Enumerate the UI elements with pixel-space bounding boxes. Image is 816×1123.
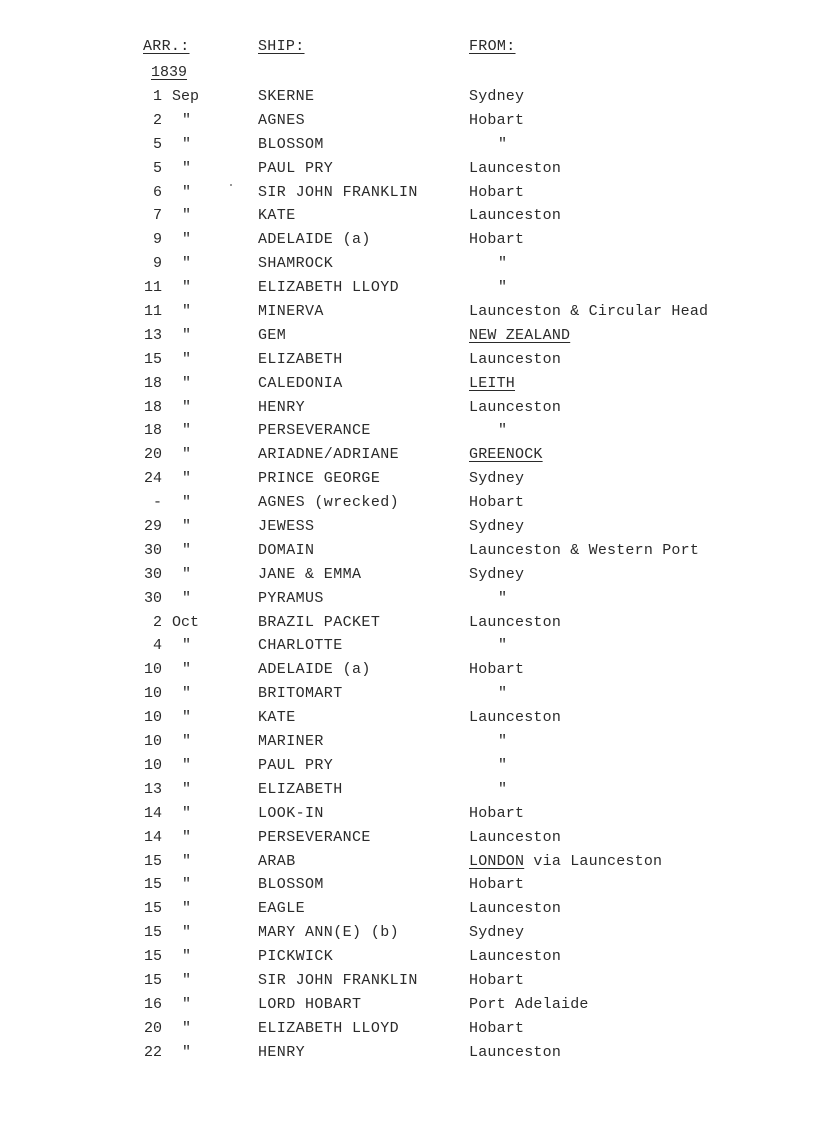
departure-port <box>469 922 524 944</box>
arrival-month: " <box>182 828 192 846</box>
ship-name: LORD HOBART <box>258 995 362 1013</box>
arrival-month: " <box>182 661 192 679</box>
arrival-month: " <box>182 279 192 297</box>
departure-port <box>469 325 570 347</box>
departure-port <box>498 779 507 801</box>
header-ship: SHIP: <box>258 38 305 55</box>
arrival-row <box>0 851 816 875</box>
arrival-row <box>0 874 816 898</box>
arrival-row <box>0 420 816 444</box>
arrival-day: 1 <box>152 88 162 105</box>
departure-port-name: Hobart <box>469 804 525 822</box>
arrival-month: " <box>182 231 192 249</box>
ship-name: ADELAIDE (a) <box>258 231 371 249</box>
arrival-day: 10 <box>143 685 162 703</box>
arrival-month: " <box>182 852 192 870</box>
departure-port <box>469 205 561 227</box>
arrival-day: 6 <box>152 183 162 201</box>
year-heading: 1839 <box>151 64 188 81</box>
arrival-month: " <box>182 326 192 344</box>
arrival-month: " <box>182 876 192 894</box>
ship-name: MINERVA <box>258 303 324 321</box>
arrival-row <box>0 1018 816 1042</box>
arrival-day: 2 <box>152 613 162 631</box>
departure-port <box>469 612 561 634</box>
arrival-row <box>0 803 816 827</box>
departure-port <box>498 755 507 777</box>
departure-port <box>469 994 589 1016</box>
departure-port-name: GREENOCK <box>469 446 543 464</box>
departure-port-note: via Launceston <box>524 852 663 870</box>
departure-port-name: Hobart <box>469 111 525 129</box>
arrival-row <box>0 205 816 229</box>
departure-port-name: Launceston <box>469 709 562 727</box>
ship-name: ELIZABETH LLOYD <box>258 279 400 297</box>
arrival-day: 15 <box>143 876 162 894</box>
arrival-day: 14 <box>143 804 162 822</box>
arrival-month: " <box>182 350 192 368</box>
departure-port <box>469 86 524 108</box>
ship-name: CALEDONIA <box>258 374 343 392</box>
ship-name: PERSEVERANCE <box>258 828 371 846</box>
departure-port <box>469 564 524 586</box>
departure-port-name: Hobart <box>469 661 525 679</box>
departure-port <box>498 253 507 275</box>
departure-port-name: Port Adelaide <box>469 995 589 1013</box>
arrival-row <box>0 588 816 612</box>
departure-port-name: Sydney <box>469 518 525 536</box>
arrival-month: " <box>182 995 192 1013</box>
ship-name: KATE <box>258 709 296 727</box>
arrival-row <box>0 134 816 158</box>
arrival-day: 11 <box>143 303 162 321</box>
departure-port-name: Launceston <box>469 948 562 966</box>
departure-port <box>469 1018 524 1040</box>
departure-port <box>469 827 561 849</box>
arrival-day: 5 <box>152 159 162 177</box>
arrival-month: " <box>182 565 192 583</box>
departure-port-name: " <box>498 733 508 751</box>
arrival-day: 10 <box>143 661 162 679</box>
arrival-month: " <box>182 111 192 129</box>
arrivals-list <box>0 86 816 1066</box>
arrival-day: 20 <box>143 1019 162 1037</box>
departure-port <box>469 540 699 562</box>
arrival-row <box>0 516 816 540</box>
ship-name: LOOK-IN <box>258 804 324 822</box>
ship-name: AGNES (wrecked) <box>258 494 400 512</box>
arrival-month: " <box>182 733 192 751</box>
ship-name: PAUL PRY <box>258 159 334 177</box>
arrival-month: " <box>182 589 192 607</box>
arrival-month: " <box>182 183 192 201</box>
arrival-day: 30 <box>143 589 162 607</box>
arrival-row <box>0 86 816 110</box>
arrival-day: 29 <box>143 518 162 536</box>
arrival-row <box>0 253 816 277</box>
departure-port <box>469 229 524 251</box>
arrival-month: " <box>182 494 192 512</box>
departure-port <box>469 874 524 896</box>
arrival-month: " <box>182 207 192 225</box>
ship-name: PYRAMUS <box>258 589 324 607</box>
departure-port-name: Launceston & Western Port <box>469 541 700 559</box>
arrival-day: 22 <box>143 1043 162 1061</box>
arrival-row <box>0 182 816 206</box>
departure-port-name: Hobart <box>469 876 525 894</box>
arrival-day: 15 <box>143 350 162 368</box>
arrival-row <box>0 970 816 994</box>
ship-name: BRAZIL PACKET <box>258 613 381 631</box>
arrival-day: 7 <box>152 207 162 225</box>
departure-port <box>469 516 524 538</box>
departure-port <box>469 851 662 873</box>
departure-port-name: Sydney <box>469 565 525 583</box>
departure-port-name: Launceston <box>469 1043 562 1061</box>
departure-port-name: Sydney <box>469 924 525 942</box>
departure-port-name: " <box>498 255 508 273</box>
arrival-day: 15 <box>143 948 162 966</box>
departure-port <box>469 182 524 204</box>
departure-port-name: Hobart <box>469 231 525 249</box>
departure-port-name: " <box>498 589 508 607</box>
arrival-day: 9 <box>152 255 162 273</box>
arrival-month: " <box>182 255 192 273</box>
ship-name: BLOSSOM <box>258 876 324 894</box>
arrival-row <box>0 707 816 731</box>
ship-name: EAGLE <box>258 900 306 918</box>
ship-name: DOMAIN <box>258 541 315 559</box>
departure-port <box>498 731 507 753</box>
ship-name: KATE <box>258 207 296 225</box>
departure-port <box>469 803 524 825</box>
departure-port <box>498 635 507 657</box>
departure-port <box>498 134 507 156</box>
arrival-month: " <box>182 709 192 727</box>
ship-name: ADELAIDE (a) <box>258 661 371 679</box>
departure-port-name: " <box>498 279 508 297</box>
arrival-day: 24 <box>143 470 162 488</box>
departure-port-name: LEITH <box>469 374 516 392</box>
departure-port-name: " <box>498 756 508 774</box>
departure-port <box>469 707 561 729</box>
arrival-day: 5 <box>152 135 162 153</box>
departure-port-name: Hobart <box>469 1019 525 1037</box>
ship-name: ELIZABETH LLOYD <box>258 1019 400 1037</box>
arrival-row <box>0 277 816 301</box>
arrival-month: Sep <box>172 88 200 105</box>
arrival-month: " <box>182 446 192 464</box>
arrival-day: 10 <box>143 756 162 774</box>
arrival-day: 9 <box>152 231 162 249</box>
arrival-day: - <box>152 494 162 512</box>
arrival-day: 10 <box>143 733 162 751</box>
departure-port-name: " <box>498 422 508 440</box>
departure-port <box>469 444 543 466</box>
departure-port <box>498 277 507 299</box>
departure-port-name: Hobart <box>469 971 525 989</box>
departure-port-name: Launceston <box>469 350 562 368</box>
departure-port <box>469 492 524 514</box>
arrival-month: " <box>182 756 192 774</box>
arrival-row <box>0 659 816 683</box>
arrival-month: " <box>182 374 192 392</box>
arrival-row <box>0 755 816 779</box>
arrival-row <box>0 349 816 373</box>
arrival-month: " <box>182 541 192 559</box>
departure-port-name: " <box>498 637 508 655</box>
ship-name: SKERNE <box>258 88 315 105</box>
ship-name: AGNES <box>258 111 306 129</box>
arrival-row <box>0 635 816 659</box>
departure-port-name: Hobart <box>469 183 525 201</box>
arrival-row <box>0 158 816 182</box>
arrival-month: " <box>182 470 192 488</box>
arrival-row <box>0 994 816 1018</box>
ship-name: HENRY <box>258 398 306 416</box>
arrival-row <box>0 540 816 564</box>
arrival-month: " <box>182 303 192 321</box>
arrival-month: " <box>182 637 192 655</box>
arrival-day: 4 <box>152 637 162 655</box>
ship-name: GEM <box>258 326 287 344</box>
arrival-month: " <box>182 159 192 177</box>
ship-name: HENRY <box>258 1043 306 1061</box>
arrival-row <box>0 229 816 253</box>
departure-port-name: " <box>498 685 508 703</box>
arrival-month: " <box>182 398 192 416</box>
departure-port-name: Launceston <box>469 398 562 416</box>
departure-port <box>469 970 524 992</box>
ship-name: PERSEVERANCE <box>258 422 371 440</box>
arrival-day: 13 <box>143 780 162 798</box>
departure-port <box>469 301 708 323</box>
arrival-row <box>0 444 816 468</box>
arrival-row <box>0 301 816 325</box>
arrival-month: " <box>182 518 192 536</box>
arrival-row <box>0 827 816 851</box>
arrival-day: 16 <box>143 995 162 1013</box>
arrival-month: " <box>182 900 192 918</box>
departure-port <box>498 420 507 442</box>
ship-name: ELIZABETH <box>258 350 343 368</box>
arrival-day: 11 <box>143 279 162 297</box>
departure-port <box>469 898 561 920</box>
ship-name: SIR JOHN FRANKLIN <box>258 183 418 201</box>
arrival-row <box>0 922 816 946</box>
departure-port-name: Hobart <box>469 494 525 512</box>
arrival-day: 30 <box>143 541 162 559</box>
departure-port <box>469 349 561 371</box>
arrival-row <box>0 1042 816 1066</box>
departure-port <box>469 1042 561 1064</box>
departure-port-name: " <box>498 780 508 798</box>
departure-port <box>469 946 561 968</box>
ship-name: CHARLOTTE <box>258 637 343 655</box>
arrival-row <box>0 397 816 421</box>
arrival-day: 13 <box>143 326 162 344</box>
arrival-day: 15 <box>143 971 162 989</box>
ship-name: PICKWICK <box>258 948 334 966</box>
ship-name: BLOSSOM <box>258 135 324 153</box>
departure-port <box>469 158 561 180</box>
arrival-row <box>0 564 816 588</box>
arrival-day: 15 <box>143 900 162 918</box>
arrival-day: 2 <box>152 111 162 129</box>
departure-port-name: " <box>498 135 508 153</box>
departure-port <box>469 373 515 395</box>
header-from: FROM: <box>469 38 516 55</box>
arrival-month: Oct <box>172 613 200 631</box>
arrival-row <box>0 683 816 707</box>
ship-name: ELIZABETH <box>258 780 343 798</box>
departure-port-name: NEW ZEALAND <box>469 326 571 344</box>
arrival-day: 18 <box>143 398 162 416</box>
departure-port-name: Launceston & Circular Head <box>469 303 709 321</box>
ship-name: ARIADNE/ADRIANE <box>258 446 400 464</box>
departure-port <box>469 659 524 681</box>
arrival-day: 18 <box>143 422 162 440</box>
ship-name: JEWESS <box>258 518 315 536</box>
arrival-month: " <box>182 135 192 153</box>
departure-port-name: Launceston <box>469 159 562 177</box>
ship-name: PRINCE GEORGE <box>258 470 381 488</box>
arrival-day: 15 <box>143 924 162 942</box>
departure-port-name: Sydney <box>469 470 525 488</box>
arrival-row <box>0 468 816 492</box>
departure-port-name: Launceston <box>469 613 562 631</box>
departure-port <box>498 588 507 610</box>
ship-name: MARY ANN(E) (b) <box>258 924 400 942</box>
arrival-month: " <box>182 924 192 942</box>
arrival-row <box>0 110 816 134</box>
arrival-row <box>0 612 816 636</box>
arrival-month: " <box>182 948 192 966</box>
departure-port <box>469 397 561 419</box>
departure-port-name: Sydney <box>469 88 525 105</box>
ship-name: SIR JOHN FRANKLIN <box>258 971 418 989</box>
arrival-day: 14 <box>143 828 162 846</box>
departure-port-name: Launceston <box>469 207 562 225</box>
departure-port-name: Launceston <box>469 900 562 918</box>
arrival-row <box>0 898 816 922</box>
arrival-day: 18 <box>143 374 162 392</box>
arrival-month: " <box>182 685 192 703</box>
ship-name: MARINER <box>258 733 324 751</box>
arrival-day: 20 <box>143 446 162 464</box>
arrival-month: " <box>182 1043 192 1061</box>
arrival-day: 30 <box>143 565 162 583</box>
arrival-row <box>0 779 816 803</box>
arrival-month: " <box>182 780 192 798</box>
departure-port-name: LONDON <box>469 852 525 870</box>
arrival-row <box>0 373 816 397</box>
ship-name: BRITOMART <box>258 685 343 703</box>
arrival-row <box>0 946 816 970</box>
ship-name: JANE & EMMA <box>258 565 362 583</box>
arrival-month: " <box>182 804 192 822</box>
arrival-day: 15 <box>143 852 162 870</box>
departure-port-name: Launceston <box>469 828 562 846</box>
ship-name: PAUL PRY <box>258 756 334 774</box>
arrival-day: 10 <box>143 709 162 727</box>
arrival-month: " <box>182 1019 192 1037</box>
arrival-month: " <box>182 971 192 989</box>
header-arrival: ARR.: <box>143 38 190 55</box>
departure-port <box>469 110 524 132</box>
arrival-row <box>0 492 816 516</box>
departure-port <box>498 683 507 705</box>
ship-name: SHAMROCK <box>258 255 334 273</box>
arrival-row <box>0 325 816 349</box>
departure-port <box>469 468 524 490</box>
ship-name: ARAB <box>258 852 296 870</box>
arrival-month: " <box>182 422 192 440</box>
arrival-row <box>0 731 816 755</box>
